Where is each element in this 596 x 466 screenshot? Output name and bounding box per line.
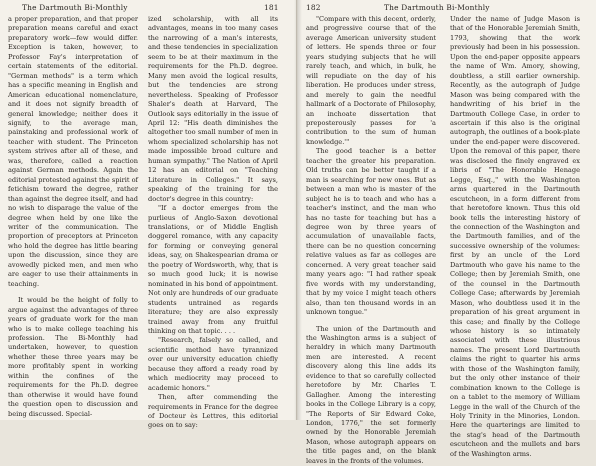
paragraph: The union of the Dartmouth and the Washington arms is a subject of heraldry in which many Dartmouth men are interested. A recent discovery along this line adds its evidence to that so carefully collected heretofore by Mr. Charles T. Gallagher. Among the interesting books in the College Library is a copy, "The Reports of Sir Edward Coke, London, 1776," the set formerly owned by the Honorable Jeremiah Mason, whose autograph appears on the title pages and, on the blank leaves in the fronts of the volumes.	[306, 325, 436, 466]
left-page-header-title: The Dartmouth Bi-Monthly	[22, 3, 128, 12]
paragraph: ized scholarship, with all its advantages, means in too many cases the narrowing of a man's interests, and these tendencies in specialization seem to be at their maximum in the requirements for the Ph.D. degree. Many men avoid the logical results, but the tendencies are strong nevertheless. Speaking of Professor Shaler's death at Harvard, The Outlook says editorially in the issue of April 12: "His death diminishes the altogether too small number of men in whom specialized scholarship has not made impossible broad culture and human sympathy." The Nation of April 12 has an editorial on "Teaching Literature in Colleges." It says, speaking of the training for the doctor's degree in this country:	[148, 15, 278, 204]
right-page-number: 182	[306, 3, 321, 12]
right-page-column-1	[306, 15, 436, 417]
paragraph: a proper preparation, and that proper preparation means careful and exact preparatory work—few would differ. Exception is taken, however, to Professor Fay's interpretation of certain statements of the editorial. "German methods" is a term which has a specific meaning in English and American educational nomenclature, and it does not signify breadth of general knowledge; neither does it signify, to the average man, painstaking and professional work of teacher with student. The Princeton system strives after all of these, and was, therefore, called a reaction against German methods. Again the editorial protested against the spirit of fetichism toward the degree, rather than against the degree itself, and had no wish to disparage the value of the degree when held by one like the writer of the communication. The proportion of preceptors at Princeton who hold the degree has little bearing upon the discussion, since they are avowedly picked men, and men who are eager to use their attainments in teaching.	[8, 15, 138, 289]
left-page-number: 181	[264, 3, 279, 12]
paragraph: Under the name of Judge Mason is that of the Honorable Jeremiah Smith, 1793, showing that the work previously had been in his possession. Upon the end-paper opposite appears the name of Wm. Amory, showing, doubtless, a still earlier ownership. Recently, as the autograph of Judge Mason was being compared with the handwriting of his brief in the Dartmouth College Case, in order to ascertain if this also is the original autograph, the outlines of a book-plate under the end-paper were discovered. Upon the removal of this paper, there was disclosed the finely engraved ex libris of "The Honorable Henage Legge, Esq.," with the Washington arms quartered in the Dartmouth escutcheon, in a form different from that heretofore known. Thus this old book tells the interesting history of the connection of the Washington and the Dartmouth families, and of the successive ownership of the volumes: first by an uncle of the Lord Dartmouth who gave his name to the College; then by Jeremiah Smith, one of the counsel in the Dartmouth College Case; afterwards by Jeremiah Mason, who doubtless used it in the preparation of his great argument in this case; and finally by the College whose history is so intimately associated with these illustrious names. The present Lord Dartmouth claims the right to quarter his arms with those of the Washington family, but the only other instance of their combination known to the College is on a tablet to the memory of William Legge in the wall of the Church of the Holy Trinity in the Minories, London. Here the quarterings are limited to the stag's head of the Dartmouth escutcheon and the mullets and bars of the Washington arms.	[450, 15, 580, 459]
right-page-column-2	[450, 15, 580, 417]
book-gutter-shadow	[294, 0, 302, 420]
paragraph: It would be the height of folly to argue against the advantages of three years of graduate work for the man who is to make college teaching his profession. The Bi-Monthly had undertaken, however, to question whether these three years may be more profitably spent in working within the confines of the requirements for the Ph.D. degree than otherwise it would have found the question open to discussion and being discussed. Special-	[8, 296, 138, 419]
left-page	[0, 0, 297, 420]
right-page-header-title: The Dartmouth Bi-Monthly	[384, 3, 490, 12]
quote-paragraph: "If a doctor emerges from the purlieus of Anglo-Saxon devotional translations, or of Middle English doggerel romance, with any capacity for forming or conveying general ideas, say, on Shakespearian drama or the poetry of Wordsworth, why, that is so much good luck; it is nowise nominated in his bond of appointment. Not only are hundreds of our graduate students untrained as regards literature; they are also expressly trained away from any fruitful thinking on that topic. . . .	[148, 204, 278, 336]
paragraph: Then, after commending the requirements in France for the degree of Docteur ès Lettres, this editorial goes on to say:	[148, 393, 278, 431]
right-page	[298, 0, 596, 420]
quote-paragraph: "Research, falsely so called, and scientific method have tyrannized over our university education chiefly because they afford a ready road by which mediocrity may proceed to academic honors."	[148, 336, 278, 393]
paragraph: The good teacher is a better teacher the greater his preparation. Old truths can be better taught if a man is searching for new ones. But as between a man who is master of the subject he is to teach and who has a teacher's instinct, and the man who has no taste for teaching but has a degree won by three years of accumulation of unavailable facts, there can be no question concerning relative values as far as colleges are concerned. A very great teacher said many years ago: "I had rather speak five words with my understanding, that by my voice I might teach others also, than ten thousand words in an unknown tongue."	[306, 147, 436, 317]
left-page-column-1	[8, 15, 138, 417]
quote-paragraph: "Compare with this decent, orderly, and progressive course that of the average American university student of letters. He spends three or four years studying subjects that he will rarely teach, and which, in bulk, he will repudiate on the day of his liberation. He produces under stress, and merely to gain the needful hallmark of a Doctorate of Philosophy, an inchoate dissertation that preposterously passes for 'a contribution to the sum of human knowledge.'"	[306, 15, 436, 147]
left-page-column-2	[148, 15, 278, 417]
